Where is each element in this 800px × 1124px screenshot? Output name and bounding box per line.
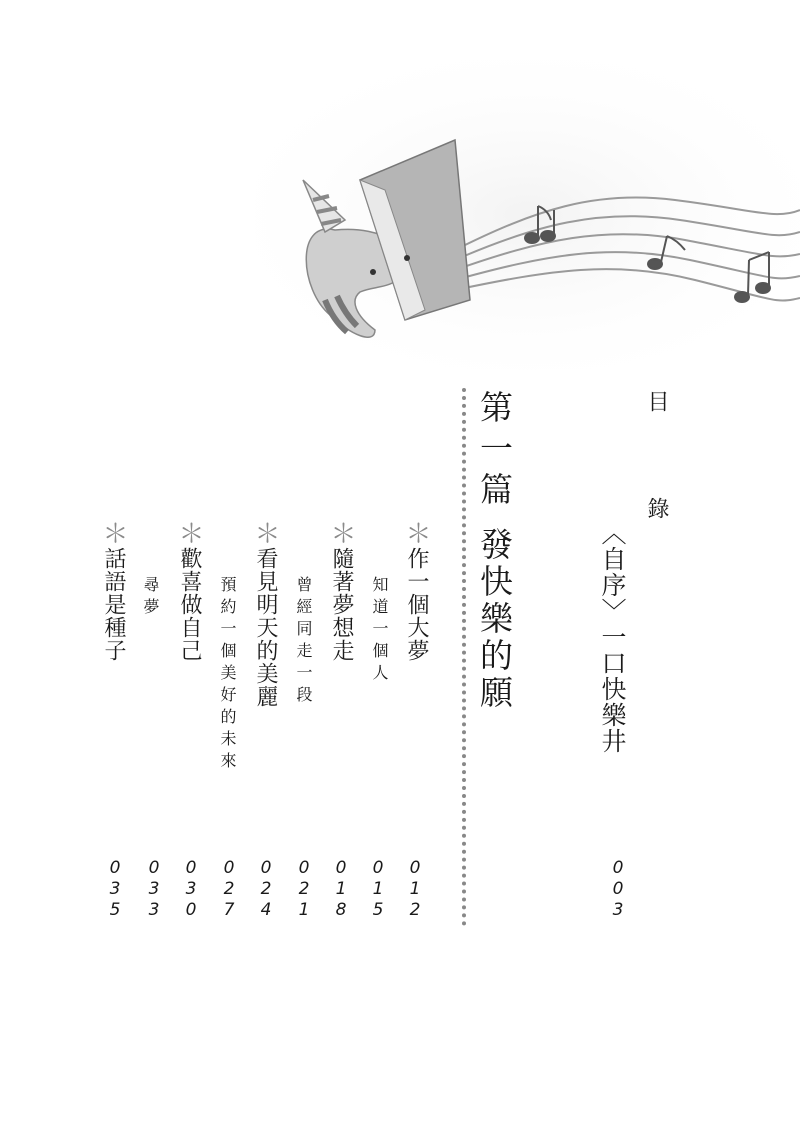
toc-subentry[interactable]: 預約一個美好的未來 — [218, 576, 237, 774]
elephant-music-illustration — [255, 60, 800, 370]
entry-page-number: 030 — [181, 858, 201, 921]
entry-page-number: 035 — [105, 858, 125, 921]
toc-title: 目 錄 — [644, 390, 669, 549]
preface-page-number: 003 — [608, 858, 628, 921]
asterisk-icon: ＊ — [401, 520, 431, 547]
preface-entry[interactable]: 〈自序〉一口快樂井 — [598, 520, 627, 754]
toc-entry[interactable] — [328, 520, 354, 662]
entry-page-number: 024 — [256, 858, 276, 921]
asterisk-icon: ＊ — [326, 520, 356, 547]
entry-title: 看見明天的美麗 — [253, 547, 278, 708]
asterisk-icon: ＊ — [250, 520, 280, 547]
dotted-divider — [462, 388, 466, 926]
toc-entry[interactable] — [403, 520, 429, 662]
toc-subentry[interactable]: 尋夢 — [141, 576, 160, 620]
toc-entry[interactable] — [176, 520, 202, 662]
part-label: 第一篇 — [475, 390, 514, 513]
entry-page-number: 018 — [331, 858, 351, 921]
asterisk-icon: ＊ — [174, 520, 204, 547]
toc-subentry[interactable]: 曾經同走一段 — [294, 576, 313, 708]
toc-entry[interactable] — [100, 520, 126, 662]
asterisk-icon: ＊ — [98, 520, 128, 547]
entry-title: 話語是種子 — [101, 547, 126, 662]
entry-title: 歡喜做自己 — [177, 547, 202, 662]
entry-title: 隨著夢想走 — [329, 547, 354, 662]
entry-page-number: 033 — [144, 858, 164, 921]
entry-page-number: 027 — [219, 858, 239, 921]
entry-page-number: 015 — [368, 858, 388, 921]
toc-entry[interactable] — [252, 520, 278, 708]
entry-title: 作一個大夢 — [404, 547, 429, 662]
part-title: 發快樂的願 — [475, 527, 514, 712]
toc-subentry[interactable]: 知道一個人 — [370, 576, 389, 686]
entry-page-number: 012 — [405, 858, 425, 921]
entry-page-number: 021 — [294, 858, 314, 921]
